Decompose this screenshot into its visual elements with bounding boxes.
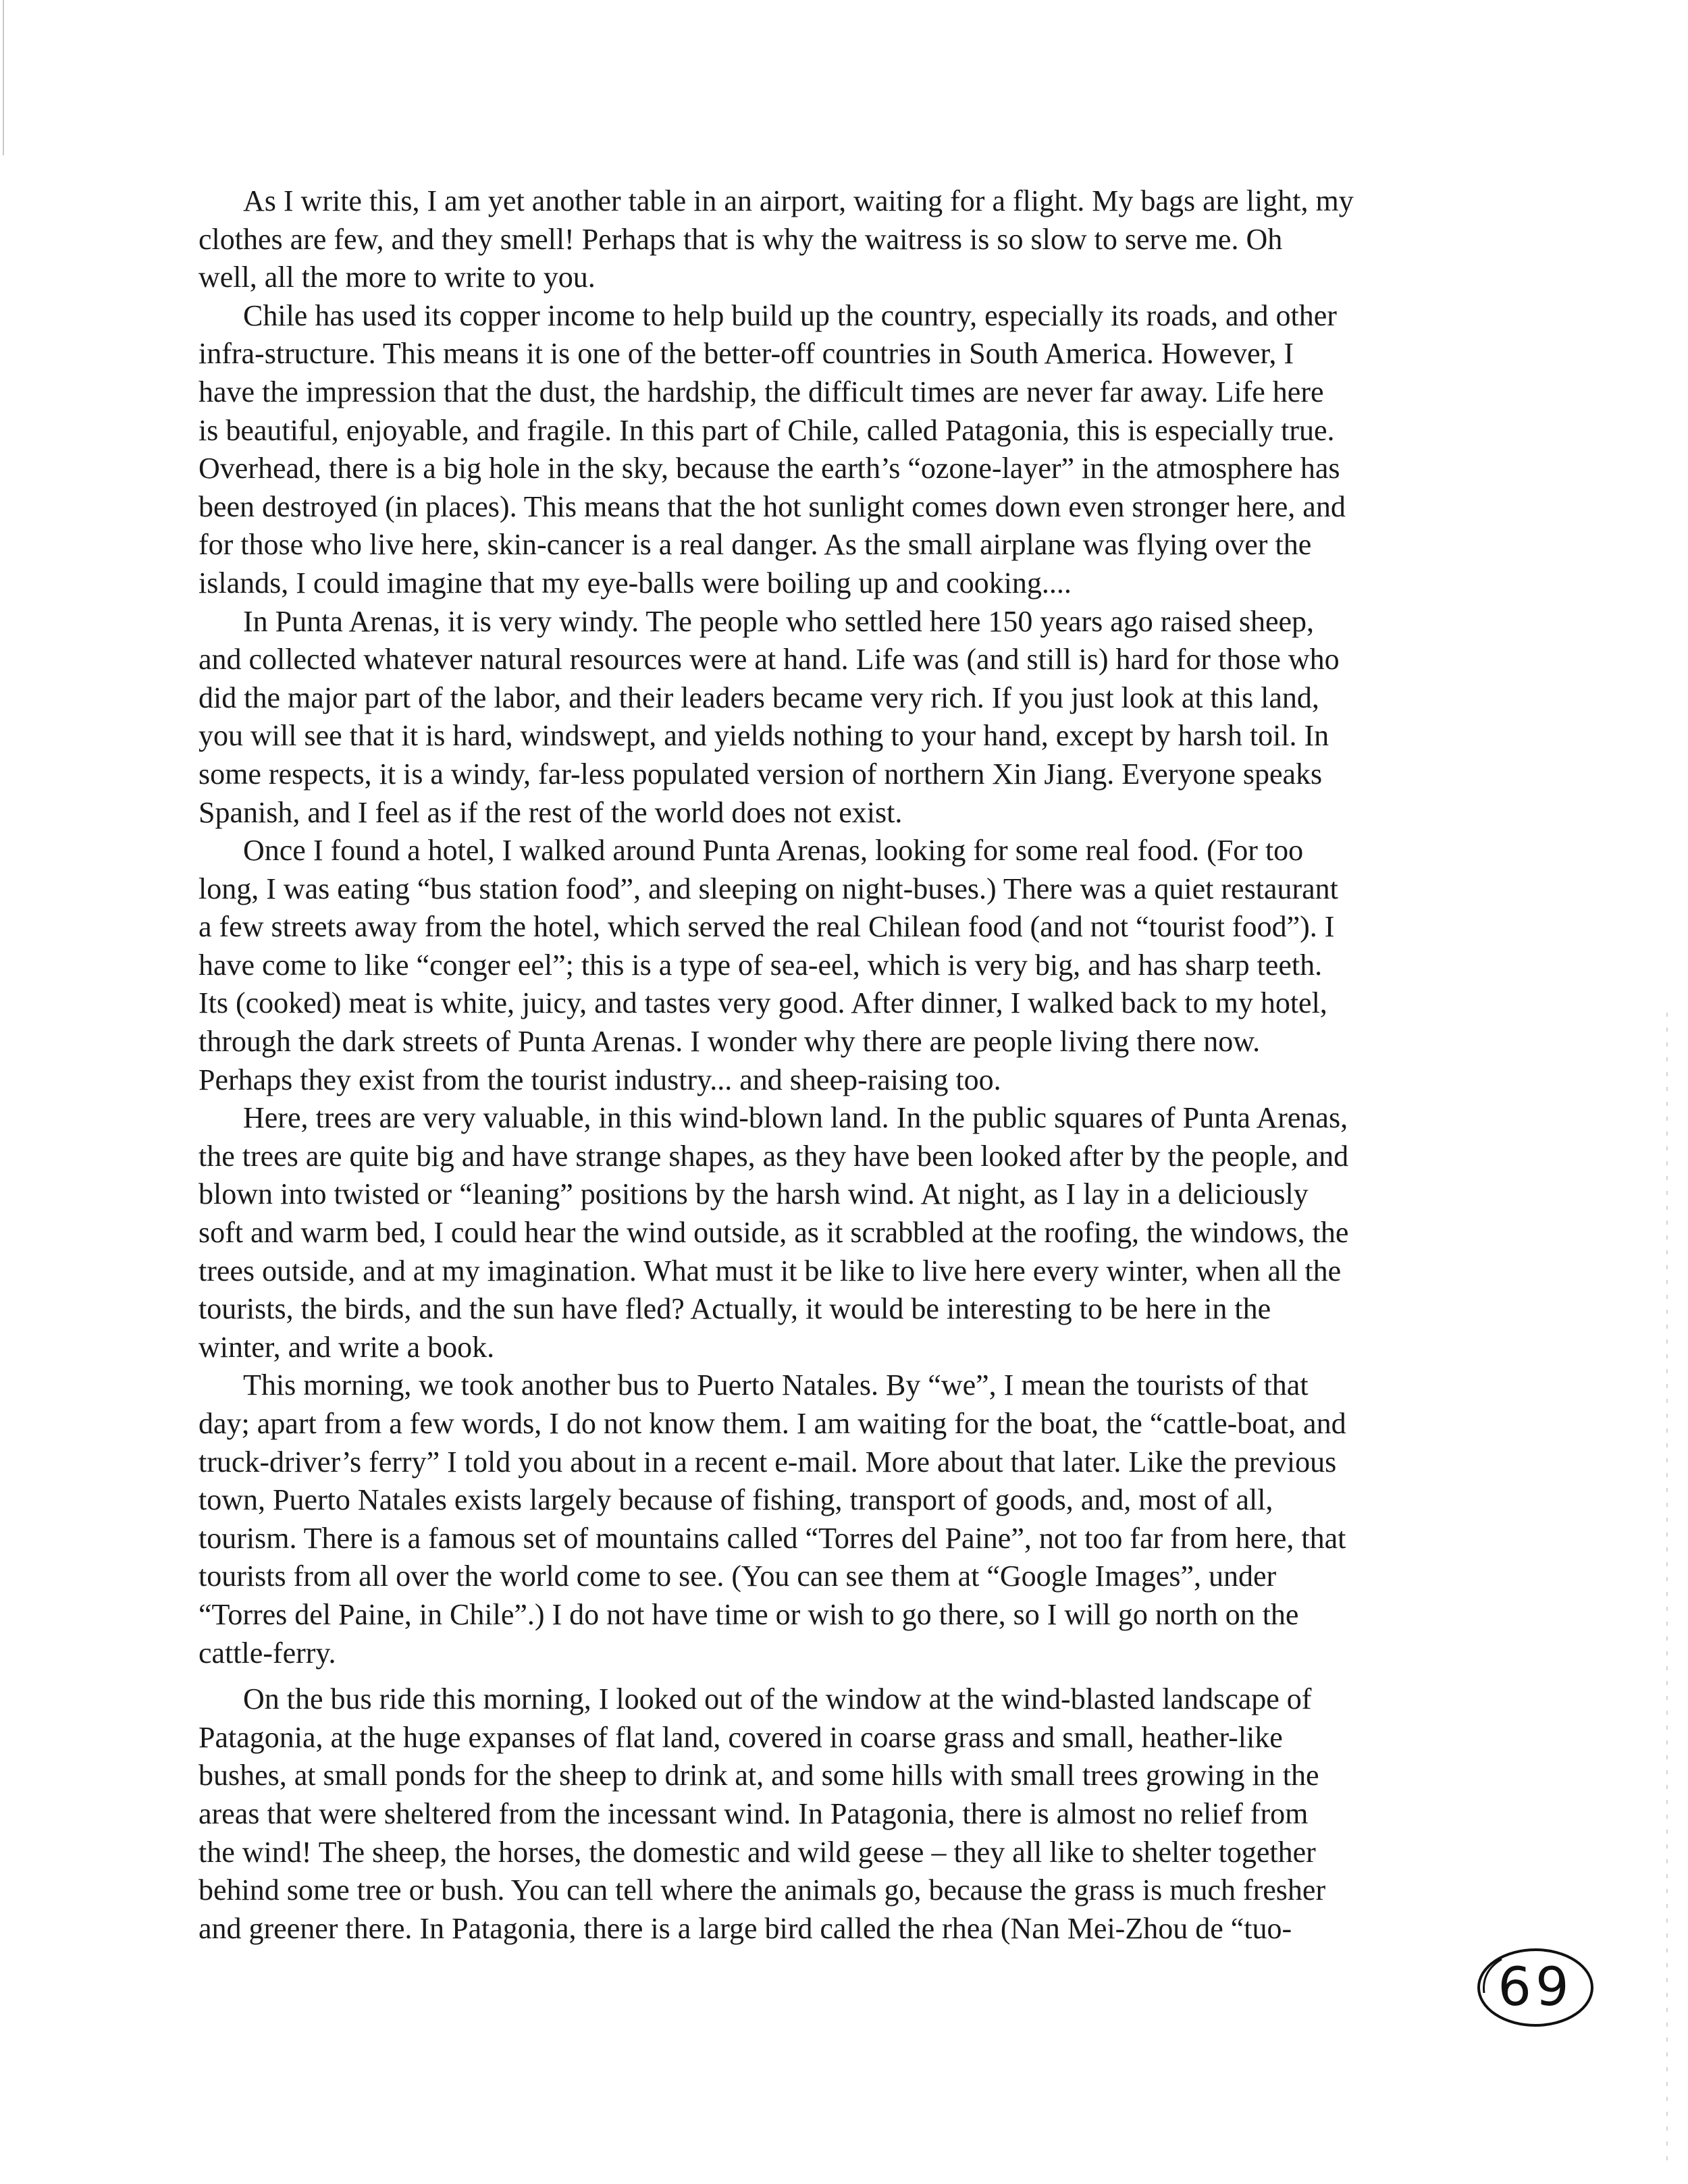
paragraph-trees: Here, trees are very valuable, in this wind-blown land. In the public squares of Punta Arenas, the trees are quite big and have strange shapes, as they have been looked after by the people, and blown into twisted or “leaning” positions by the harsh wind. At night, as I lay in a deliciously soft and warm bed, I could hear the wind outside, as it scrabbled at the roofing, the windows, the trees outside, and at my imagination. What must it be like to live here every winter, when all the tourists, the birds, and the sun have fled? Actually, it would be interesting to be here in the winter, and write a book. [199, 1101, 1349, 1364]
paragraph-chile-copper: Chile has used its copper income to help build up the country, especially its roads, and other infra-structure. This means it is one of the better-off countries in South America. However, I have the impression that the dust, the hardship, the difficult times are never far away. Life here is beautiful, enjoyable, and fragile. In this part of Chile, called Patagonia, this is especially true. Overhead, there is a big hole in the sky, because the earth’s “ozone-layer” in the atmosphere has been destroyed (in places). This means that the hot sunlight comes down even stronger here, and for those who live here, skin-cancer is a real danger. As the small airplane was flying over the islands, I could imagine that my eye-balls were boiling up and cooking.... [199, 298, 1346, 600]
paragraph-punta-arenas: In Punta Arenas, it is very windy. The people who settled here 150 years ago raised sheep, and collected whatever natural resources were at hand. Life was (and still is) hard for those who did the major part of the labor, and their leaders became very rich. If you just look at this land, you will see that it is hard, windswept, and yields nothing to your hand, except by harsh toil. In some respects, it is a windy, far-less populated version of northern Xin Jiang. Everyone speaks Spanish, and I feel as if the rest of the world does not exist. [199, 604, 1340, 829]
paragraph-puerto-natales: This morning, we took another bus to Puerto Natales. By “we”, I mean the tourists of that day; apart from a few words, I do not know them. I am waiting for the boat, the “cattle-boat, and truck-driver’s ferry” I told you about in a recent e-mail. More about that later. Like the previous town, Puerto Natales exists largely because of fishing, transport of goods, and, most of all, tourism. There is a famous set of mountains called “Torres del Paine”, not too far from here, that tourists from all over the world come to see. (You can see them at “Google Images”, under “Torres del Paine, in Chile”.) I do not have time or wish to go there, so I will go north on the cattle-ferry. [199, 1368, 1346, 1670]
letter-body [199, 182, 1495, 1948]
handwritten-page-number [1475, 1944, 1596, 2031]
scan-edge-left [3, 0, 4, 155]
page-number-text: 69 [1498, 1957, 1573, 2018]
paragraph-bus-ride: On the bus ride this morning, I looked out of the window at the wind-blasted landscape of Patagonia, at the huge expanses of flat land, covered in coarse grass and small, heather-like bushes, at small ponds for the sheep to drink at, and some hills with small trees growing in the areas that were sheltered from the incessant wind. In Patagonia, there is almost no relief from the wind! The sheep, the horses, the domestic and wild geese – they all like to shelter together behind some tree or bush. You can tell where the animals go, because the grass is much fresher and greener there. In Patagonia, there is a large bird called the rhea (Nan Mei-Zhou de “tuo- [199, 1682, 1326, 1945]
paragraph-hotel-food: Once I found a hotel, I walked around Punta Arenas, looking for some real food. (For too long, I was eating “bus station food”, and sleeping on night-buses.) There was a quiet restaurant a few streets away from the hotel, which served the real Chilean food (and not “tourist food”). I have come to like “conger eel”; this is a type of sea-eel, which is very big, and has sharp teeth. Its (cooked) meat is white, juicy, and tastes very good. After dinner, I walked back to my hotel, through the dark streets of Punta Arenas. I wonder why there are people living there now. Perhaps they exist from the tourist industry... and sheep-raising too. [199, 834, 1338, 1096]
paragraph-airport: As I write this, I am yet another table in an airport, waiting for a flight. My bags are light, my clothes are few, and they smell! Perhaps that is why the waitress is so slow to serve me. Oh well, all the more to write to you. [199, 184, 1354, 294]
scan-edge-right [1666, 1013, 1668, 2160]
